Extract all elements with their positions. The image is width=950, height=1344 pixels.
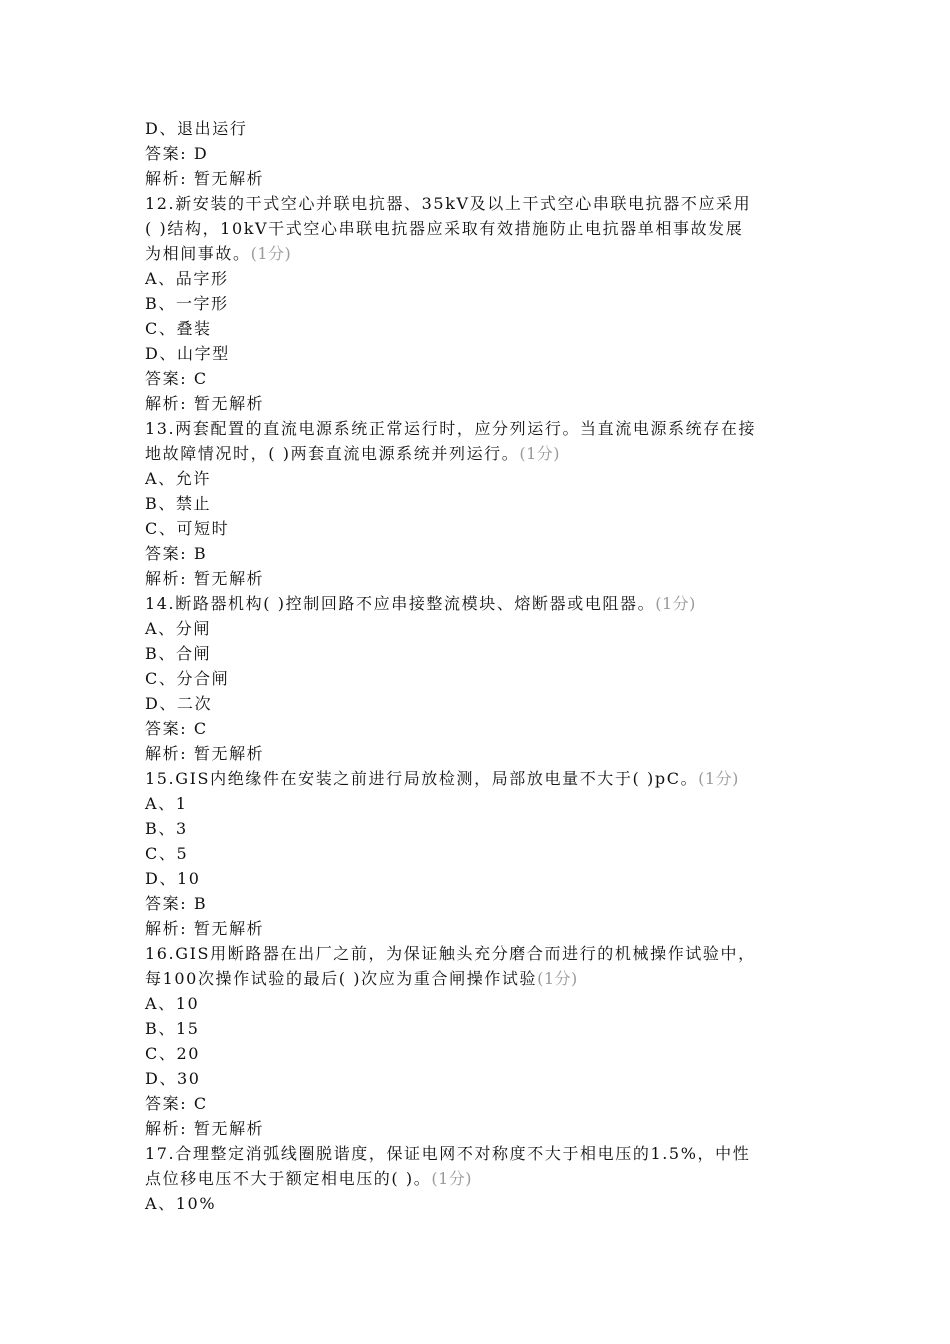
- question-13-line-2: [145, 441, 825, 466]
- score-label: (1分): [537, 969, 578, 988]
- line-text: 为相间事故。: [145, 244, 251, 263]
- line-text: C、5: [145, 844, 189, 863]
- line-text: C、分合闸: [145, 669, 230, 688]
- analysis-line: [145, 566, 825, 591]
- option-line: [145, 1016, 825, 1041]
- question-13-line-1: [145, 416, 825, 441]
- option-line: [145, 616, 825, 641]
- option-line: [145, 866, 825, 891]
- question-12-line-2: [145, 216, 825, 241]
- answer-line: [145, 1091, 825, 1116]
- score-label: (1分): [250, 244, 292, 263]
- score-label: (1分): [519, 444, 561, 463]
- analysis-line: [145, 1116, 825, 1141]
- question-15-line-1: [145, 766, 825, 791]
- line-text: D、退出运行: [145, 119, 248, 138]
- line-text: C、可短时: [145, 519, 230, 538]
- analysis-line: [145, 166, 825, 191]
- option-line: [145, 341, 825, 366]
- line-text: A、10: [145, 994, 200, 1013]
- option-line: [145, 266, 825, 291]
- line-text: A、10%: [145, 1194, 217, 1213]
- score-label: (1分): [431, 1169, 473, 1188]
- line-text: 答案: C: [145, 1094, 208, 1113]
- option-line: [145, 516, 825, 541]
- option-line: [145, 641, 825, 666]
- line-text: 15.GIS内绝缘件在安装之前进行局放检测，局部放电量不大于( )pC。: [145, 769, 699, 788]
- option-line: [145, 991, 825, 1016]
- line-text: 16.GIS用断路器在出厂之前，为保证触头充分磨合而进行的机械操作试验中，: [145, 944, 756, 963]
- line-text: 解析: 暂无解析: [145, 1119, 265, 1138]
- answer-line: [145, 891, 825, 916]
- line-text: 地故障情况时，( )两套直流电源系统并列运行。: [145, 444, 520, 463]
- question-12-line-3: [145, 241, 825, 266]
- line-text: D、山字型: [145, 344, 230, 363]
- option-line: [145, 791, 825, 816]
- option-line: [145, 316, 825, 341]
- question-17-line-1: [145, 1141, 825, 1166]
- question-17-line-2: [145, 1166, 825, 1191]
- line-text: C、叠装: [145, 319, 212, 338]
- option-line: [145, 491, 825, 516]
- question-14-line-1: [145, 591, 825, 616]
- document-page: [145, 116, 825, 1216]
- line-text: 17.合理整定消弧线圈脱谐度，保证电网不对称度不大于相电压的1.5%，中性: [145, 1144, 751, 1163]
- line-text: C、20: [145, 1044, 201, 1063]
- option-line: [145, 466, 825, 491]
- line-text: 13.两套配置的直流电源系统正常运行时，应分列运行。当直流电源系统存在接: [145, 419, 757, 438]
- line-text: D、二次: [145, 694, 213, 713]
- line-text: 解析: 暂无解析: [145, 169, 265, 188]
- line-text: A、品字形: [145, 269, 229, 288]
- answer-line: [145, 141, 825, 166]
- line-text: B、3: [145, 819, 188, 838]
- analysis-line: [145, 916, 825, 941]
- line-text: 答案: B: [145, 894, 208, 913]
- line-text: 答案: C: [145, 719, 208, 738]
- line-text: B、15: [145, 1019, 200, 1038]
- line-text: 14.断路器机构( )控制回路不应串接整流模块、熔断器或电阻器。: [145, 594, 656, 613]
- line-text: 解析: 暂无解析: [145, 394, 265, 413]
- line-text: 每100次操作试验的最后( )次应为重合闸操作试验: [145, 969, 538, 988]
- line-text: 答案: B: [145, 544, 208, 563]
- line-text: 解析: 暂无解析: [145, 919, 265, 938]
- option-line: [145, 691, 825, 716]
- option-line: [145, 816, 825, 841]
- line-text: B、一字形: [145, 294, 229, 313]
- option-line: [145, 1066, 825, 1091]
- text-line-1: [145, 116, 825, 141]
- line-text: B、禁止: [145, 494, 212, 513]
- question-12-line-1: [145, 191, 825, 216]
- score-label: (1分): [698, 769, 739, 788]
- line-text: ( )结构，10kV干式空心串联电抗器应采取有效措施防止电抗器单相事故发展: [145, 219, 744, 238]
- option-line: [145, 291, 825, 316]
- option-line: [145, 1191, 825, 1216]
- question-16-line-2: [145, 966, 825, 991]
- line-text: D、10: [145, 869, 201, 888]
- answer-line: [145, 366, 825, 391]
- line-text: 答案: C: [145, 369, 208, 388]
- answer-line: [145, 716, 825, 741]
- score-label: (1分): [655, 594, 696, 613]
- line-text: 12.新安装的干式空心并联电抗器、35kV及以上干式空心串联电抗器不应采用: [145, 194, 752, 213]
- analysis-line: [145, 741, 825, 766]
- option-line: [145, 666, 825, 691]
- line-text: 解析: 暂无解析: [145, 569, 265, 588]
- line-text: B、合闸: [145, 644, 212, 663]
- answer-line: [145, 541, 825, 566]
- line-text: A、分闸: [145, 619, 211, 638]
- analysis-line: [145, 391, 825, 416]
- line-text: 解析: 暂无解析: [145, 744, 265, 763]
- line-text: A、允许: [145, 469, 211, 488]
- line-text: D、30: [145, 1069, 201, 1088]
- line-text: 答案: D: [145, 144, 209, 163]
- line-text: A、1: [145, 794, 188, 813]
- line-text: 点位移电压不大于额定相电压的( )。: [145, 1169, 432, 1188]
- option-line: [145, 841, 825, 866]
- question-16-line-1: [145, 941, 825, 966]
- option-line: [145, 1041, 825, 1066]
